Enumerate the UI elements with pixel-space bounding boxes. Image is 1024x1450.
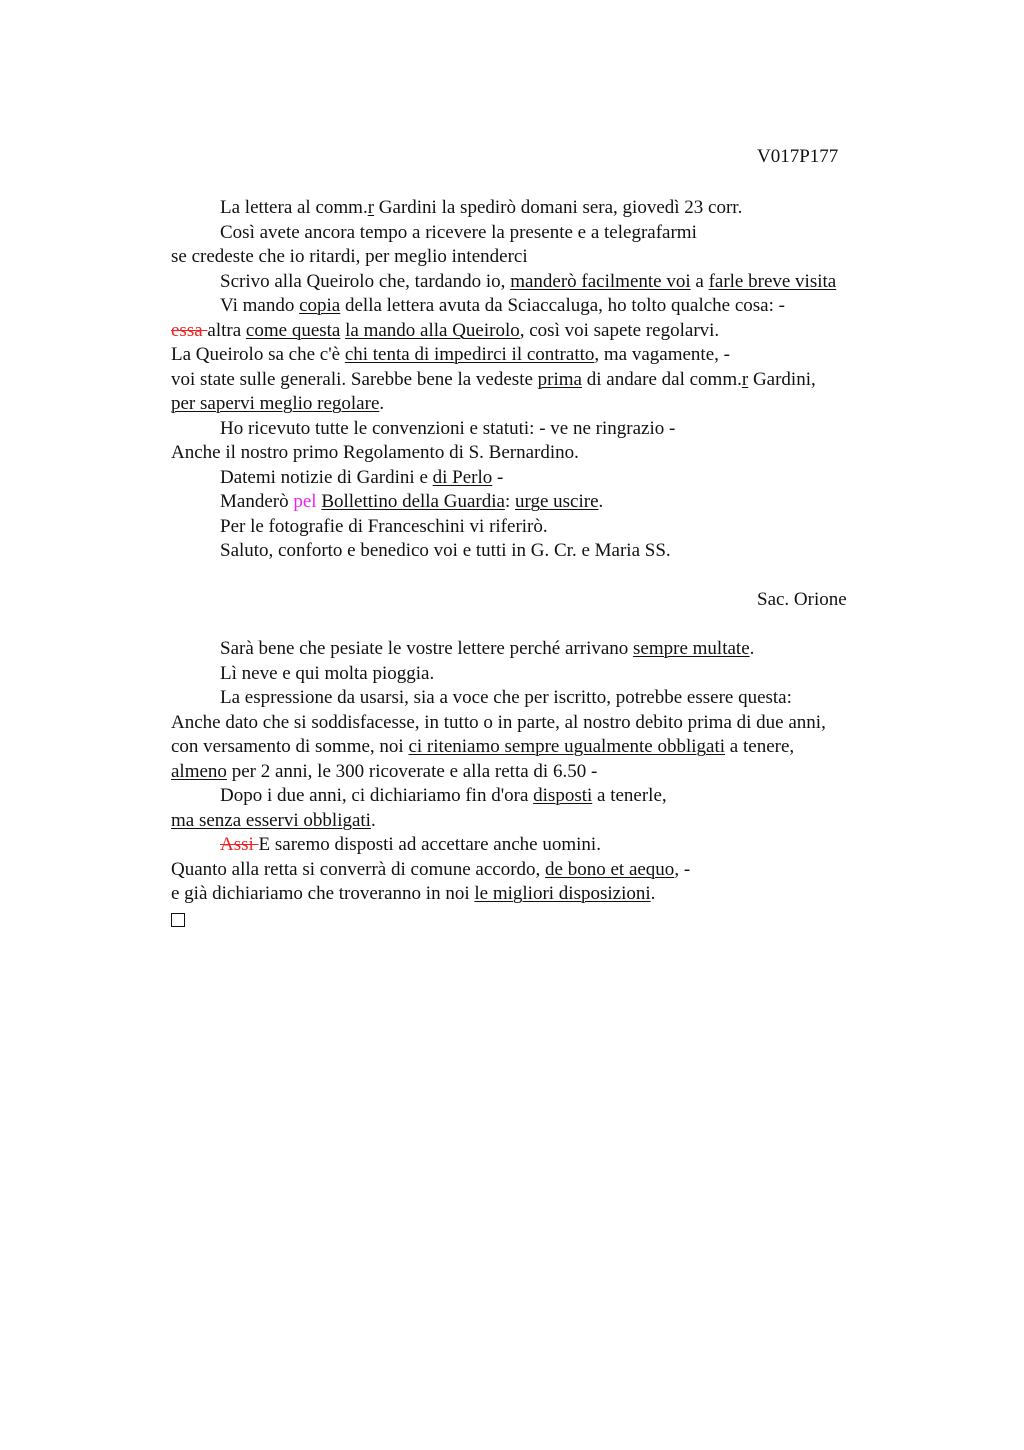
text-line — [171, 539, 911, 564]
text-segment: : — [504, 491, 515, 512]
text-segment: e già dichiariamo che troveranno in noi — [171, 883, 475, 904]
postscript-line — [171, 711, 911, 736]
underlined-text: farle breve visita — [708, 270, 837, 292]
struck-text: essa — [171, 319, 208, 341]
text-line — [171, 490, 911, 515]
text-segment: Anche dato che si soddisfacesse, in tutto o in parte, al nostro debito prima di due anni, — [171, 711, 826, 733]
inserted-text: pel — [293, 491, 317, 512]
underlined-text: chi tenta di impedirci il contratto — [344, 344, 595, 365]
text-line — [171, 221, 911, 246]
text-segment: , così voi sapete regolarvi. — [519, 319, 720, 341]
underlined-text: de bono et aequo — [545, 858, 675, 880]
text-segment: altra — [207, 319, 246, 341]
text-line — [171, 319, 911, 344]
text-segment: . — [379, 393, 385, 414]
struck-text: Assi — [220, 834, 259, 855]
text-line — [171, 245, 911, 270]
text-segment: Vi mando — [220, 295, 300, 316]
text-segment: La lettera al comm. — [220, 197, 368, 218]
text-segment: voi state sulle generali. Sarebbe bene la vedeste — [171, 368, 538, 390]
text-segment: , ma vagamente, - — [594, 344, 730, 365]
text-segment: Sarà bene che pesiate le vostre lettere perché arrivano — [220, 638, 634, 659]
text-segment: a tenerle, — [592, 785, 667, 806]
text-line — [171, 270, 911, 295]
underlined-text: disposti — [533, 785, 593, 806]
text-segment: Dopo i due anni, ci dichiariamo fin d'ora — [220, 785, 534, 806]
text-segment: della lettera avuta da Sciaccaluga, ho tolto qualche cosa: - — [340, 295, 785, 316]
text-line — [171, 417, 911, 442]
text-segment: Anche il nostro primo Regolamento di S. Bernardino. — [171, 442, 579, 463]
postscript-line — [171, 882, 911, 907]
text-segment: a tenere, — [725, 736, 795, 757]
text-segment: La espressione da usarsi, sia a voce che per iscritto, potrebbe essere questa: — [220, 687, 792, 708]
text-segment: Gardini la spedirò domani sera, giovedì 23 corr. — [374, 197, 743, 218]
text-segment: Scrivo alla Queirolo che, tardando io, — [220, 270, 511, 292]
text-line — [171, 466, 911, 491]
text-line — [171, 441, 911, 466]
text-segment: La Queirolo sa che c'è — [171, 344, 345, 365]
underlined-text: Bollettino della Guardia — [321, 491, 505, 512]
text-segment: . — [749, 638, 755, 659]
underlined-text: almeno — [171, 760, 227, 782]
postscript-line — [171, 686, 911, 711]
underlined-text: manderò facilmente voi — [510, 270, 691, 292]
underlined-text: copia — [299, 295, 341, 316]
underlined-text: come questa — [245, 319, 341, 341]
text-segment: , - — [674, 858, 691, 880]
underlined-text: per sapervi meglio regolare — [171, 393, 380, 414]
text-line — [171, 343, 911, 368]
text-line — [171, 515, 911, 540]
postscript-line — [171, 833, 911, 858]
text-segment: . — [598, 491, 604, 512]
underlined-text: urge uscire — [514, 491, 599, 512]
postscript-line — [171, 809, 911, 834]
text-segment: Saluto, conforto e benedico voi e tutti in G. Cr. e Maria SS. — [220, 540, 671, 561]
text-segment: Datemi notizie di Gardini e — [220, 466, 433, 488]
letter-main-text — [171, 196, 911, 564]
text-segment: - — [492, 466, 504, 488]
underlined-text: la mando alla Queirolo — [345, 319, 520, 341]
underlined-text: di Perlo — [432, 466, 493, 488]
text-segment: Manderò — [220, 491, 294, 512]
text-line — [171, 368, 911, 393]
spacer — [171, 564, 911, 589]
text-segment: Quanto alla retta si converrà di comune accordo, — [171, 858, 546, 880]
underlined-text: ma senza esservi obbligati — [171, 809, 371, 831]
text-segment: . — [650, 883, 656, 904]
text-line — [171, 196, 911, 221]
spacer — [171, 613, 911, 638]
text-segment: Per le fotografie di Franceschini vi riferirò. — [220, 515, 548, 537]
signature: Sac. Orione — [757, 589, 847, 610]
end-marker-row — [171, 907, 911, 932]
postscript-line — [171, 760, 911, 785]
underlined-text: ci riteniamo sempre ugualmente obbligati — [408, 736, 726, 757]
text-segment: a — [690, 270, 709, 292]
text-segment: Gardini, — [748, 368, 816, 390]
page-identifier: V017P177 — [757, 146, 839, 167]
text-segment: Così avete ancora tempo a ricevere la presente e a telegrafarmi — [220, 221, 697, 243]
empty-checkbox-icon — [171, 913, 185, 927]
postscript-text — [171, 637, 911, 907]
underlined-text: r — [741, 368, 749, 390]
text-segment: . — [370, 809, 376, 831]
text-segment: con versamento di somme, noi — [171, 736, 409, 757]
postscript-line — [171, 858, 911, 883]
underlined-text: sempre multate — [633, 638, 750, 659]
postscript-line — [171, 662, 911, 687]
postscript-line — [171, 637, 911, 662]
text-segment: Ho ricevuto tutte le convenzioni e statuti: - ve ne ringrazio - — [220, 417, 676, 439]
text-segment: Lì neve e qui molta pioggia. — [220, 662, 435, 684]
letter-body — [171, 196, 911, 931]
underlined-text: le migliori disposizioni — [474, 883, 651, 904]
text-segment: E saremo disposti ad accettare anche uomini. — [258, 834, 601, 855]
underlined-text: r — [367, 197, 375, 218]
text-segment: di andare dal comm. — [582, 368, 742, 390]
text-segment: per 2 anni, le 300 ricoverate e alla retta di 6.50 - — [226, 760, 598, 782]
text-line — [171, 294, 911, 319]
text-segment: se credeste che io ritardi, per meglio intenderci — [171, 246, 528, 267]
underlined-text: prima — [537, 368, 582, 390]
postscript-line — [171, 784, 911, 809]
text-line — [171, 392, 911, 417]
postscript-line — [171, 735, 911, 760]
